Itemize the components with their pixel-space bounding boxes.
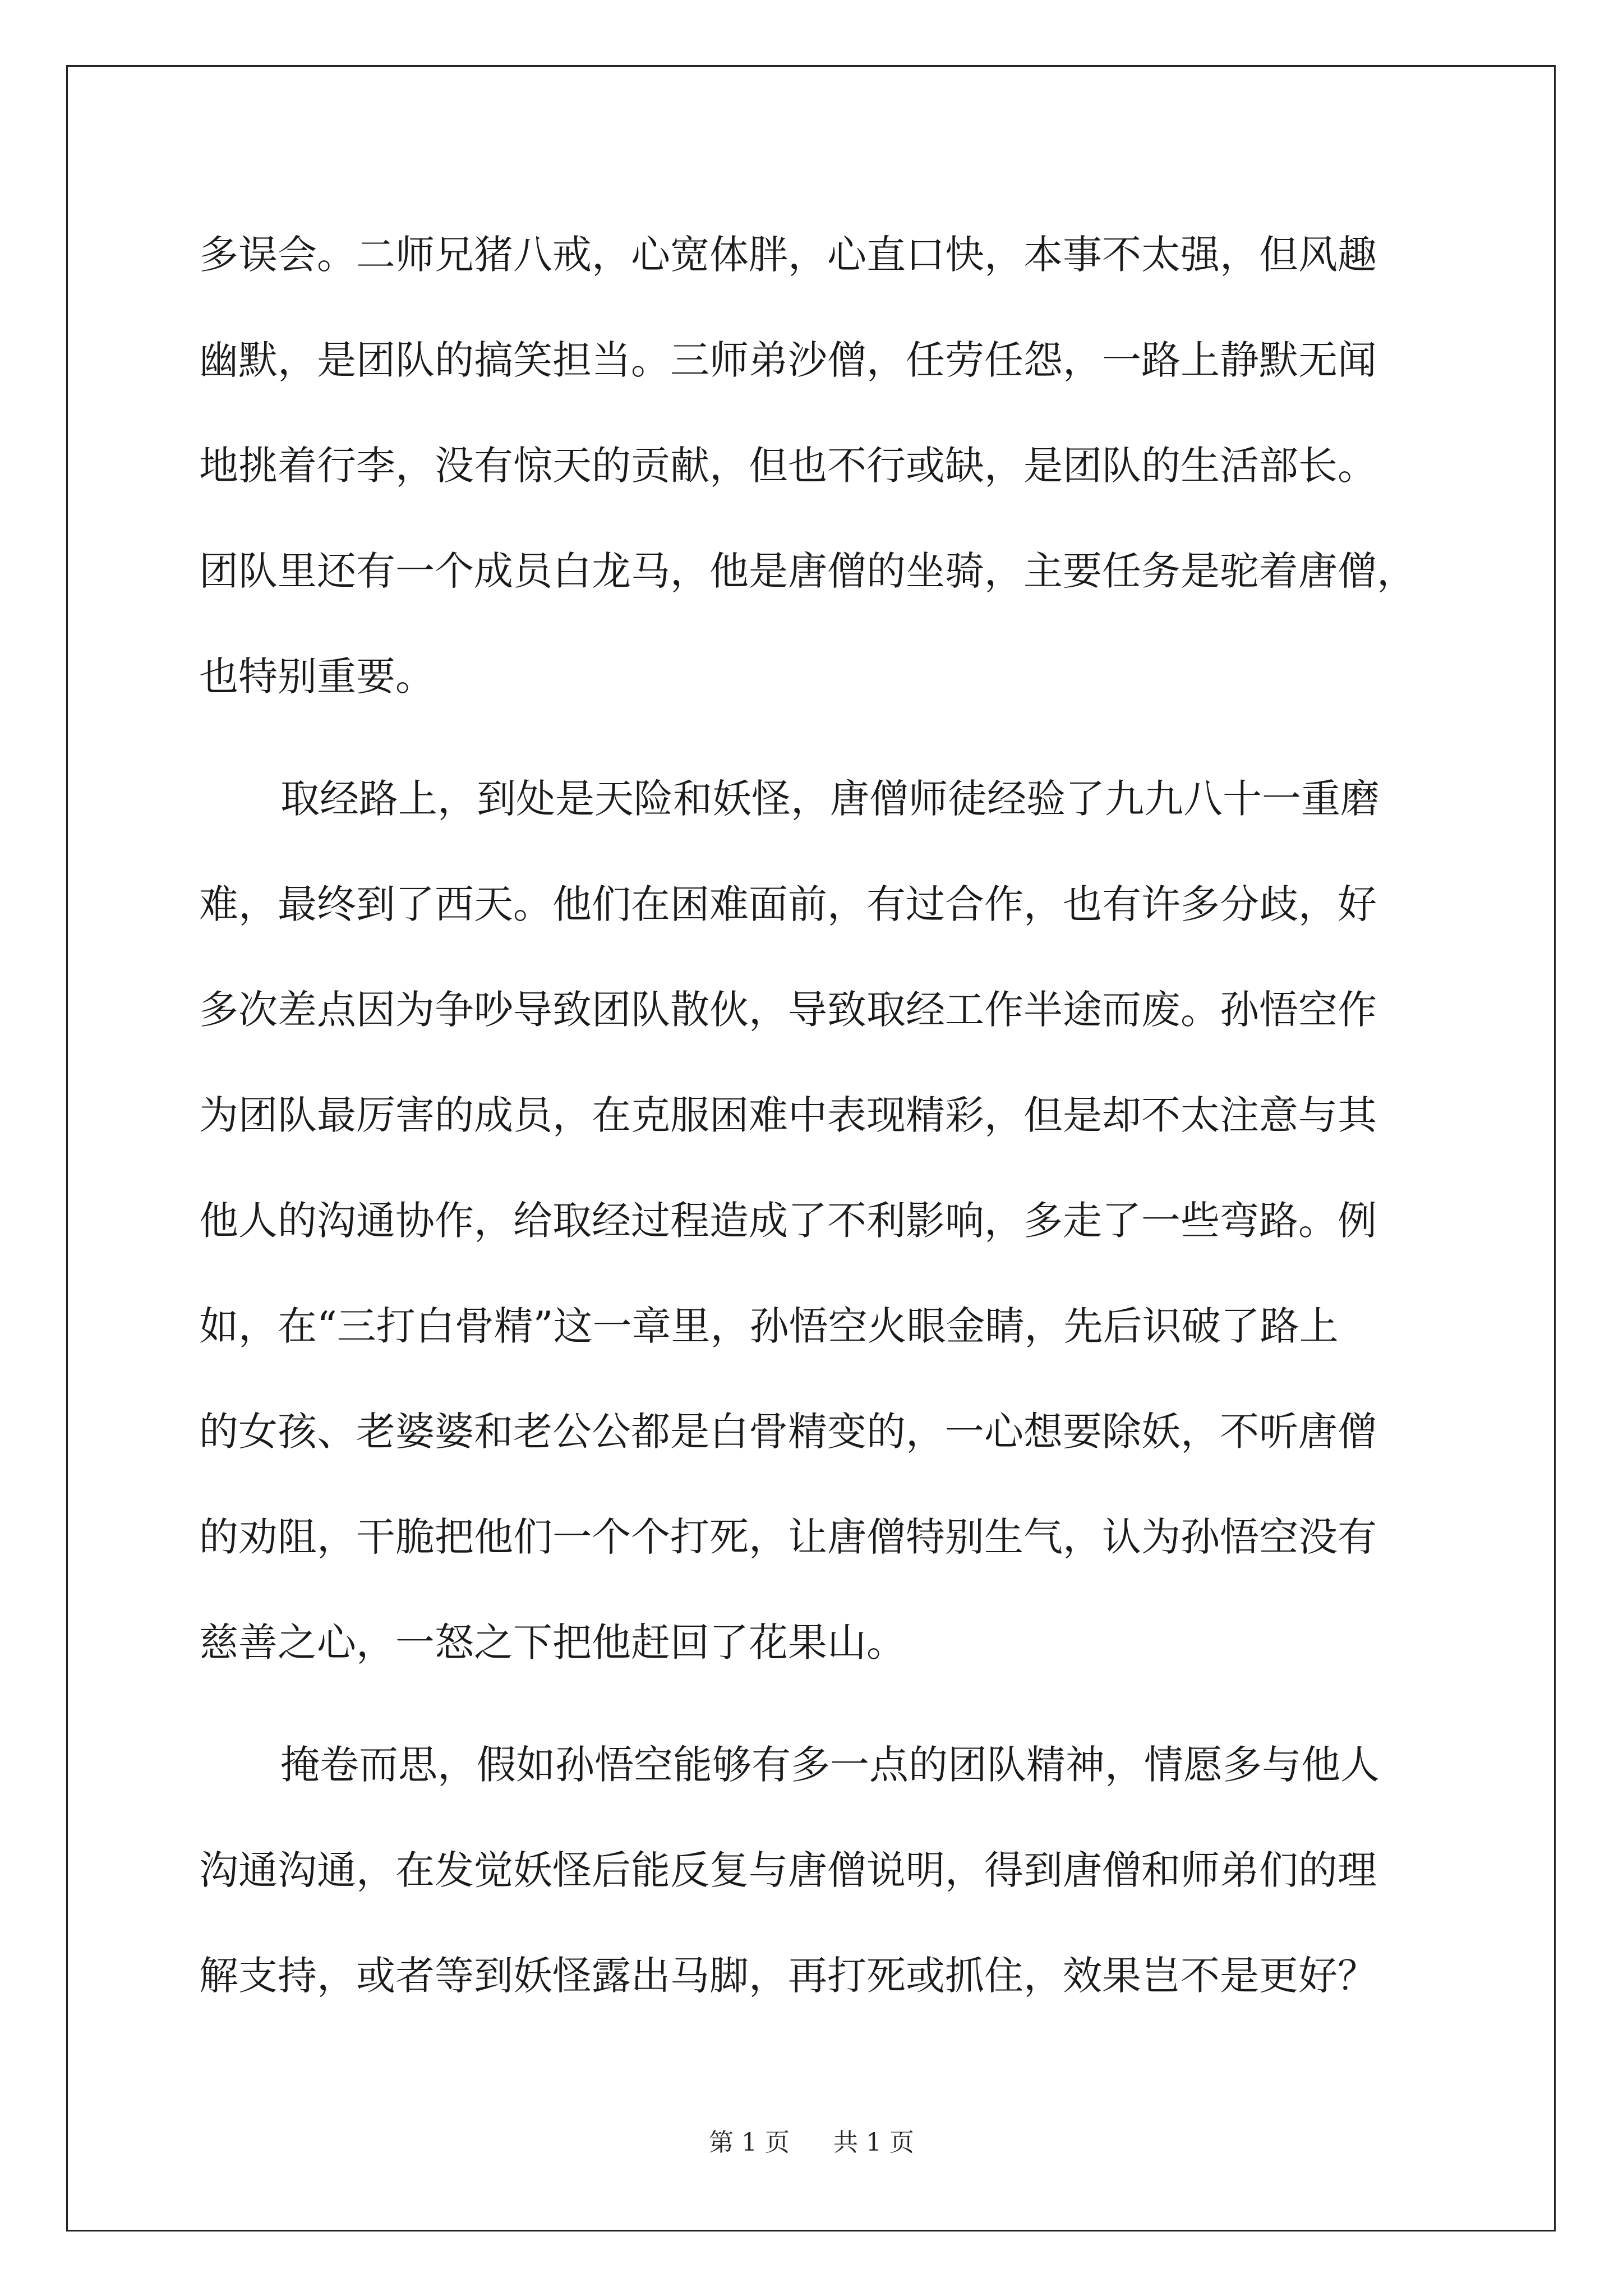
text-line: 也特别重要。 (199, 654, 435, 700)
text-line: 的女孩、老婆婆和老公公都是白骨精变的，一心想要除妖，不听唐僧 (199, 1409, 1377, 1455)
text-line: 地挑着行李，没有惊天的贡献，但也不行或缺，是团队的生活部长。 (199, 443, 1377, 489)
text-line: 他人的沟通协作，给取经过程造成了不利影响，多走了一些弯路。例 (199, 1198, 1377, 1244)
text-line: 为团队最厉害的成员，在克服困难中表现精彩，但是却不太注意与其 (199, 1092, 1377, 1138)
page-total: 共 1 页 (833, 2128, 914, 2157)
text-line: 的劝阻，干脆把他们一个个打死，让唐僧特别生气，认为孙悟空没有 (199, 1514, 1377, 1560)
page-footer (0, 2126, 1623, 2160)
paragraph-gap (199, 1695, 1433, 1712)
text-line: 难，最终到了西天。他们在困难面前，有过合作，也有许多分歧，好 (199, 881, 1377, 927)
text-line: 多次差点因为争吵导致团队散伙，导致取经工作半途而废。孙悟空作 (199, 987, 1377, 1033)
text-line: 取经路上，到处是天险和妖怪，唐僧师徒经验了九九八十一重磨 (280, 776, 1380, 822)
text-line: 解支持，或者等到妖怪露出马脚，再打死或抓住，效果岂不是更好？ (199, 1953, 1377, 1999)
paragraph (199, 746, 1433, 1695)
text-line: 团队里还有一个成员白龙马，他是唐僧的坐骑，主要任务是驼着唐僧， (199, 548, 1416, 594)
text-line: 幽默，是团队的搞笑担当。三师弟沙僧，任劳任怨，一路上静默无闻 (199, 337, 1377, 383)
paragraph-gap (199, 729, 1433, 746)
paragraph (199, 1712, 1433, 2028)
text-line: 如，在“三打白骨精”这一章里，孙悟空火眼金睛，先后识破了路上 (199, 1303, 1339, 1349)
document-body (199, 202, 1433, 2028)
paragraph (199, 202, 1433, 729)
text-line: 沟通沟通，在发觉妖怪后能反复与唐僧说明，得到唐僧和师弟们的理 (199, 1847, 1377, 1893)
text-line: 多误会。二师兄猪八戒，心宽体胖，心直口快，本事不太强，但风趣 (199, 232, 1377, 278)
page-number: 第 1 页 (709, 2128, 790, 2157)
text-line: 慈善之心，一怒之下把他赶回了花果山。 (199, 1619, 906, 1665)
text-line: 掩卷而思，假如孙悟空能够有多一点的团队精神，情愿多与他人 (280, 1742, 1380, 1788)
